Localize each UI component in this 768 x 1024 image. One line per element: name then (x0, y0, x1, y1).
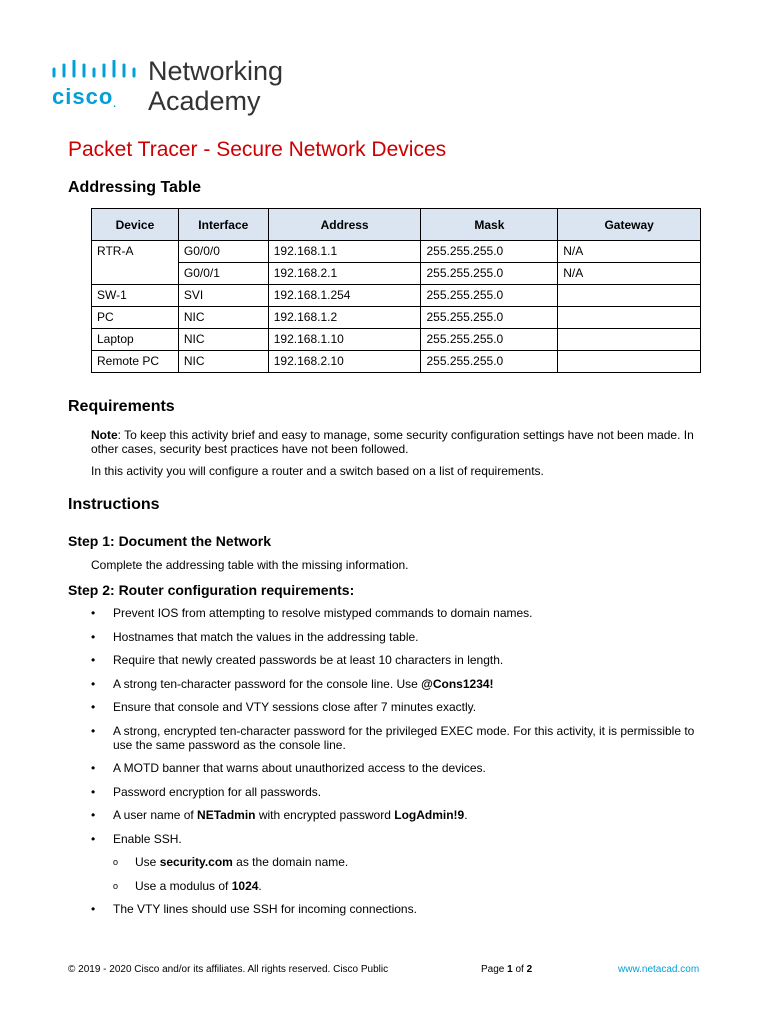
bullet-icon: • (91, 700, 96, 714)
table-cell: RTR-A (92, 241, 179, 263)
bullet-icon: • (91, 653, 96, 667)
step2-heading: Step 2: Router configuration requirements: (68, 582, 355, 598)
col-header-device: Device (92, 209, 179, 241)
table-cell: 192.168.1.254 (268, 285, 421, 307)
bullet-icon: • (91, 831, 96, 846)
list-item: • Password encryption for all passwords. (91, 784, 322, 799)
table-cell: 255.255.255.0 (421, 241, 558, 263)
table-cell (558, 351, 701, 373)
list-item: • Enable SSH. (91, 831, 182, 846)
cisco-bars-icon (52, 60, 140, 80)
list-item: • Require that newly created passwords be at least 10 characters in length. (91, 653, 504, 667)
note-paragraph (91, 428, 701, 456)
table-row (92, 241, 701, 263)
list-item: • A strong, encrypted ten-character password for the privileged EXEC mode. For this activity, it is permissible to use the same password as the console line. (91, 723, 695, 752)
table-row (92, 329, 701, 351)
table-cell: Remote PC (92, 351, 179, 373)
table-cell: G0/0/1 (178, 263, 268, 285)
addressing-table (91, 208, 701, 373)
cisco-networking-academy-logo (52, 56, 312, 118)
table-header-row (92, 209, 701, 241)
bullet-icon: • (91, 808, 96, 822)
table-row (92, 263, 701, 285)
table-cell: SVI (178, 285, 268, 307)
bullet-icon: • (91, 761, 96, 775)
cisco-wordmark: cisco. (52, 84, 118, 110)
list-item: • Hostnames that match the values in the addressing table. (91, 629, 419, 644)
table-cell (558, 307, 701, 329)
logo-networking-text: Networking (148, 56, 284, 86)
bullet-icon: • (91, 629, 96, 644)
table-cell: 192.168.2.1 (268, 263, 421, 285)
col-header-address: Address (268, 209, 421, 241)
list-item: • Prevent IOS from attempting to resolve mistyped commands to domain names. (91, 606, 533, 620)
table-cell: NIC (178, 307, 268, 329)
step1-text: Complete the addressing table with the missing information. (91, 558, 409, 572)
table-cell (558, 285, 701, 307)
requirements-heading: Requirements (68, 398, 175, 415)
table-cell: SW-1 (92, 285, 179, 307)
requirements-intro: In this activity you will configure a router and a switch based on a list of requirements. (91, 464, 544, 478)
bullet-icon: • (91, 723, 96, 738)
table-cell: NIC (178, 329, 268, 351)
table-row (92, 285, 701, 307)
circle-bullet-icon: o (113, 857, 119, 867)
table-cell (558, 329, 701, 351)
footer-page-number: Page 1 of 2 (481, 964, 533, 975)
router-requirements-list (91, 606, 701, 926)
table-cell: 255.255.255.0 (421, 351, 558, 373)
footer-url-link[interactable]: www.netacad.com (618, 964, 700, 975)
table-cell: 192.168.1.2 (268, 307, 421, 329)
bullet-icon: • (91, 902, 96, 916)
list-item: • The VTY lines should use SSH for incoming connections. (91, 902, 417, 916)
list-item: • A user name of NETadmin with encrypted password LogAdmin!9. (91, 808, 468, 822)
table-cell: NIC (178, 351, 268, 373)
table-cell: 255.255.255.0 (421, 329, 558, 351)
bullet-icon: • (91, 676, 96, 691)
col-header-interface: Interface (178, 209, 268, 241)
list-item: o Use a modulus of 1024. (113, 878, 262, 893)
table-cell: PC (92, 307, 179, 329)
col-header-gateway: Gateway (558, 209, 701, 241)
list-item: • A MOTD banner that warns about unauthorized access to the devices. (91, 761, 486, 775)
table-cell: N/A (558, 263, 701, 285)
bullet-icon: • (91, 784, 96, 799)
list-item: o Use security.com as the domain name. (113, 855, 349, 869)
table-cell: G0/0/0 (178, 241, 268, 263)
table-cell: Laptop (92, 329, 179, 351)
circle-bullet-icon: o (113, 880, 119, 891)
instructions-heading: Instructions (68, 496, 160, 513)
footer-copyright: © 2019 - 2020 Cisco and/or its affiliates. All rights reserved. Cisco Public (68, 964, 389, 975)
list-item: • A strong ten-character password for the console line. Use @Cons1234! (91, 676, 494, 691)
list-item: • Ensure that console and VTY sessions close after 7 minutes exactly. (91, 700, 477, 714)
bullet-icon: • (91, 606, 96, 620)
table-cell: 192.168.1.1 (268, 241, 421, 263)
page-title: Packet Tracer - Secure Network Devices (68, 138, 447, 161)
addressing-table-heading: Addressing Table (68, 179, 202, 196)
table-cell: 192.168.1.10 (268, 329, 421, 351)
table-cell: 255.255.255.0 (421, 307, 558, 329)
table-row (92, 351, 701, 373)
table-row (92, 307, 701, 329)
col-header-mask: Mask (421, 209, 558, 241)
step1-heading: Step 1: Document the Network (68, 533, 272, 549)
note-text: : To keep this activity brief and easy to manage, some security configuration settings have not been made. In other cases, security best practices have not been followed. (91, 428, 694, 456)
note-label: Note (91, 428, 118, 442)
table-cell (92, 263, 179, 285)
logo-academy-text: Academy (148, 86, 261, 116)
table-cell: 192.168.2.10 (268, 351, 421, 373)
table-cell: N/A (558, 241, 701, 263)
table-cell: 255.255.255.0 (421, 263, 558, 285)
table-cell: 255.255.255.0 (421, 285, 558, 307)
